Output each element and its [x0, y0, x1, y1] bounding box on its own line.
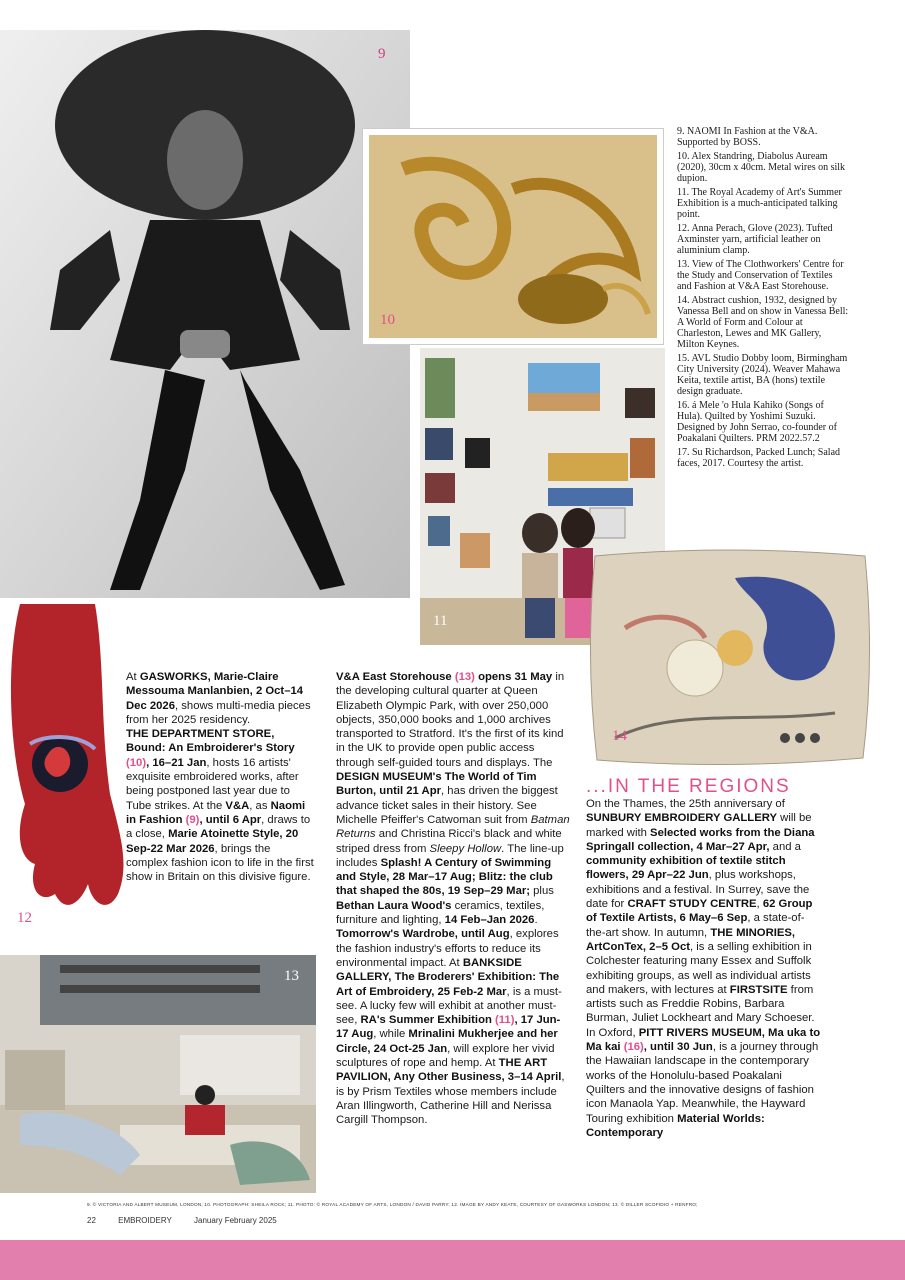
text-run: and Christina Ricci's black and white striped dress from	[336, 828, 562, 855]
text-run: , brings the complex fashion icon to life in the first show in Britain on this divisive figure.	[126, 842, 314, 884]
text-run: Material Worlds: Contemporary	[586, 1112, 765, 1139]
text-run: , 17 Jun-17 Aug	[336, 1014, 561, 1041]
caption-14: 14. Abstract cushion, 1932, designed by Vanessa Bell and on show in Vanessa Bell: A World of Form and Colour at Charleston, Lewes and MK Gallery, Milton Keynes.	[677, 295, 849, 350]
text-run: Splash! A Century of Swimming and Style, 28 Mar–17 Aug; Blitz: the club that shaped the 80s, 19 Sep–29 Mar;	[336, 856, 553, 898]
regions-heading: ...IN THE REGIONS	[586, 776, 791, 797]
text-run: 62 Group of Textile Artists, 6 May–6 Sep	[586, 898, 813, 925]
text-run: DESIGN MUSEUM's The World of Tim Burton, until 21 Apr	[336, 771, 537, 798]
text-run: , draws to a close,	[126, 813, 311, 841]
text-run: CRAFT STUDY CENTRE	[627, 898, 757, 911]
text-run: Naomi in Fashion	[126, 799, 306, 826]
caption-15: 15. AVL Studio Dobby loom, Birmingham City University (2024). Weaver Mahawa Keita, textile artist, BA (hons) textile design graduate.	[677, 353, 848, 397]
text-run: in the developing cultural quarter at Queen Elizabeth Olympic Park, with over 250,000 objects, 350,000 books and 1,000 archives transported to Stratford. It's the first of its kind in the UK to provide open public access through self-guided tours and displays. The	[336, 671, 565, 769]
caption-9: 9. NAOMI In Fashion at the V&A. Supported by BOSS.	[677, 126, 818, 148]
text-run: from artists such as Freddie Robins, Barbara Burman, Juliet Lockheart and Mary Schoeser. In Oxford,	[586, 983, 815, 1039]
caption-13: 13. View of The Clothworkers' Centre for the Study and Conservation of Textiles and Fashion at V&A East Storehouse.	[677, 259, 844, 292]
text-run: PITT RIVERS MUSEUM, Ma uka to Ma kai	[586, 1026, 821, 1054]
text-run: (9)	[185, 813, 200, 826]
text-run: and a	[769, 840, 801, 853]
text-run: , until 6 Apr	[199, 813, 262, 826]
text-run: , hosts 16 artists' exquisite embroidered works, after being postponed last year due to Tube strikes. At the	[126, 756, 299, 812]
caption-12: 12. Anna Perach, Glove (2023). Tufted Axminster yarn, artificial leather on aluminium clamp.	[677, 223, 833, 256]
photo-storehouse	[0, 955, 316, 1193]
text-run: , will explore her vivid sculptures of rope and hemp. At	[336, 1042, 555, 1070]
photo-naomi	[0, 30, 410, 598]
text-run: Bethan Laura Wood's	[336, 899, 452, 912]
text-run: community exhibition of textile stitch flowers, 29 Apr–22 Jun	[586, 855, 786, 882]
text-run: 14 Feb–Jan 2026	[444, 914, 535, 927]
column-3-text	[586, 797, 822, 1140]
text-run: V&A East Storehouse	[336, 671, 455, 683]
text-run: THE ART PAVILION, Any Other Business, 3–14 April	[336, 1057, 562, 1084]
text-run: , has driven the biggest advance ticket sales in their history. See Michelle Pfeiffer's Catwoman suit from	[336, 785, 558, 826]
text-run: BANKSIDE GALLERY, The Broderers' Exhibition: The Art of Embroidery, 25 Feb-2 Mar	[336, 956, 560, 998]
text-run: opens 31 May	[474, 671, 553, 683]
text-run: THE DEPARTMENT STORE, Bound: An Embroiderer's Story	[126, 728, 295, 755]
text-run: .	[534, 914, 538, 927]
caption-16: 16. á Mele 'o Hula Kahiko (Songs of Hula). Quilted by Yoshimi Suzuki. Designed by John Serrao, co-founder of Poakalani Quilters. PRM 2022.57.2	[677, 400, 837, 444]
text-run: . The line-up includes	[336, 842, 564, 869]
page-number: 22	[87, 1216, 96, 1225]
caption-17: 17. Su Richardson, Packed Lunch; Salad faces, 2017. Courtesy the artist.	[677, 447, 841, 469]
photo-credits: 9. © VICTORIA AND ALBERT MUSEUM, LONDON; 10. PHOTOGRAPH: SHEILA ROCK; 11. PHOTO: © ROYAL ACADEMY OF ARTS, LONDON / DAVID PARRY; 12. IMAGE BY ANDY KEATE, COURTESY OF GASWORKS LONDON; 13. © DILLER SCOFIDIO + RENFRO;	[87, 1202, 698, 1207]
text-run: , as	[249, 799, 271, 812]
page-footer	[87, 1216, 297, 1225]
photo-number-12: 12	[17, 910, 32, 926]
text-run: Selected works from the Diana Springall collection, 4 Mar–27 Apr,	[586, 826, 815, 853]
text-run: SUNBURY EMBROIDERY GALLERY	[586, 812, 778, 825]
magazine-name: EMBROIDERY	[118, 1216, 172, 1225]
text-run: GASWORKS, Marie-Claire Messouma Manlanbien, 2 Oct–14 Dec 2026	[126, 671, 304, 712]
text-run: , a state-of-the-art show. In autumn,	[586, 912, 805, 939]
text-run: At	[126, 671, 140, 683]
issue-date: January February 2025	[194, 1216, 277, 1225]
text-run: , is a must-see. A lucky few will exhibit at another must-see,	[336, 985, 562, 1027]
text-run: RA's Summer Exhibition	[360, 1014, 496, 1027]
photo-cushion	[585, 548, 871, 770]
text-run: , is by Prism Textiles whose members include Aran Illingworth, Catherine Hill and Nerissa Cargill Thompson.	[336, 1071, 565, 1127]
text-run: will be marked with	[586, 812, 812, 839]
text-run: Mrinalini Mukherjee and her Circle, 24 Oct-25 Jan	[336, 1028, 558, 1055]
text-run: , is a journey through the Hawaiian landscape in the contemporary works of the Honolulu-based Poakalani Quilters and the innovative designs of fashion icon Manaola Yap. Meanwhile, the Hayward Touring exhibition	[586, 1041, 819, 1125]
text-run: (13)	[454, 671, 475, 683]
text-run: Batman Returns	[336, 813, 570, 841]
photo-number-14: 14	[612, 728, 627, 744]
text-run: ceramics, textiles, furniture and lighting,	[336, 899, 545, 927]
text-run: On the Thames, the 25th anniversary of	[586, 798, 785, 810]
text-run: V&A	[225, 799, 250, 812]
text-run: (11)	[495, 1014, 515, 1027]
text-run: , plus workshops, exhibitions and a festival. In Surrey, save the date for	[586, 869, 810, 911]
text-run: , 16–21 Jan	[146, 756, 207, 769]
photo-number-13: 13	[284, 968, 299, 984]
photo-gold-embroidery	[362, 128, 664, 345]
photo-captions	[677, 126, 849, 472]
column-2-text	[336, 670, 570, 1128]
text-run: , until 30 Jun	[643, 1041, 713, 1054]
text-run: Tomorrow's Wardrobe, until Aug	[336, 928, 510, 941]
text-run: THE MINORIES, ArtConTex, 2–5 Oct	[586, 926, 796, 953]
text-run: plus	[530, 885, 554, 898]
text-run: ,	[756, 898, 763, 911]
text-run: FIRSTSITE	[729, 983, 788, 996]
column-1-text	[90, 670, 314, 884]
text-run: , while	[373, 1028, 409, 1041]
text-run: , shows multi-media pieces from her 2025 residency.	[126, 699, 311, 726]
text-run: , is a selling exhibition in Colchester featuring many Essex and Suffolk exhibiting groups, as well as individual artists and makers, with lectures at	[586, 940, 812, 996]
caption-11: 11. The Royal Academy of Art's Summer Exhibition is a much-anticipated talking point.	[677, 187, 842, 220]
text-run: (16)	[623, 1041, 644, 1054]
text-run: Sleepy Hollow	[429, 842, 502, 855]
caption-10: 10. Alex Standring, Diabolus Auream (2020), 30cm x 40cm. Metal wires on silk dupion.	[677, 151, 846, 184]
page-bottom-band	[0, 1240, 905, 1280]
text-run: (10)	[126, 756, 147, 769]
text-run: Marie Atoinette Style, 20 Sep-22 Mar 2026	[126, 828, 299, 855]
photo-number-9: 9	[378, 46, 386, 62]
text-run: , explores the fashion industry's efforts to reduce its environmental impact. At	[336, 928, 559, 969]
photo-number-10: 10	[380, 312, 395, 328]
photo-number-11: 11	[433, 613, 448, 629]
